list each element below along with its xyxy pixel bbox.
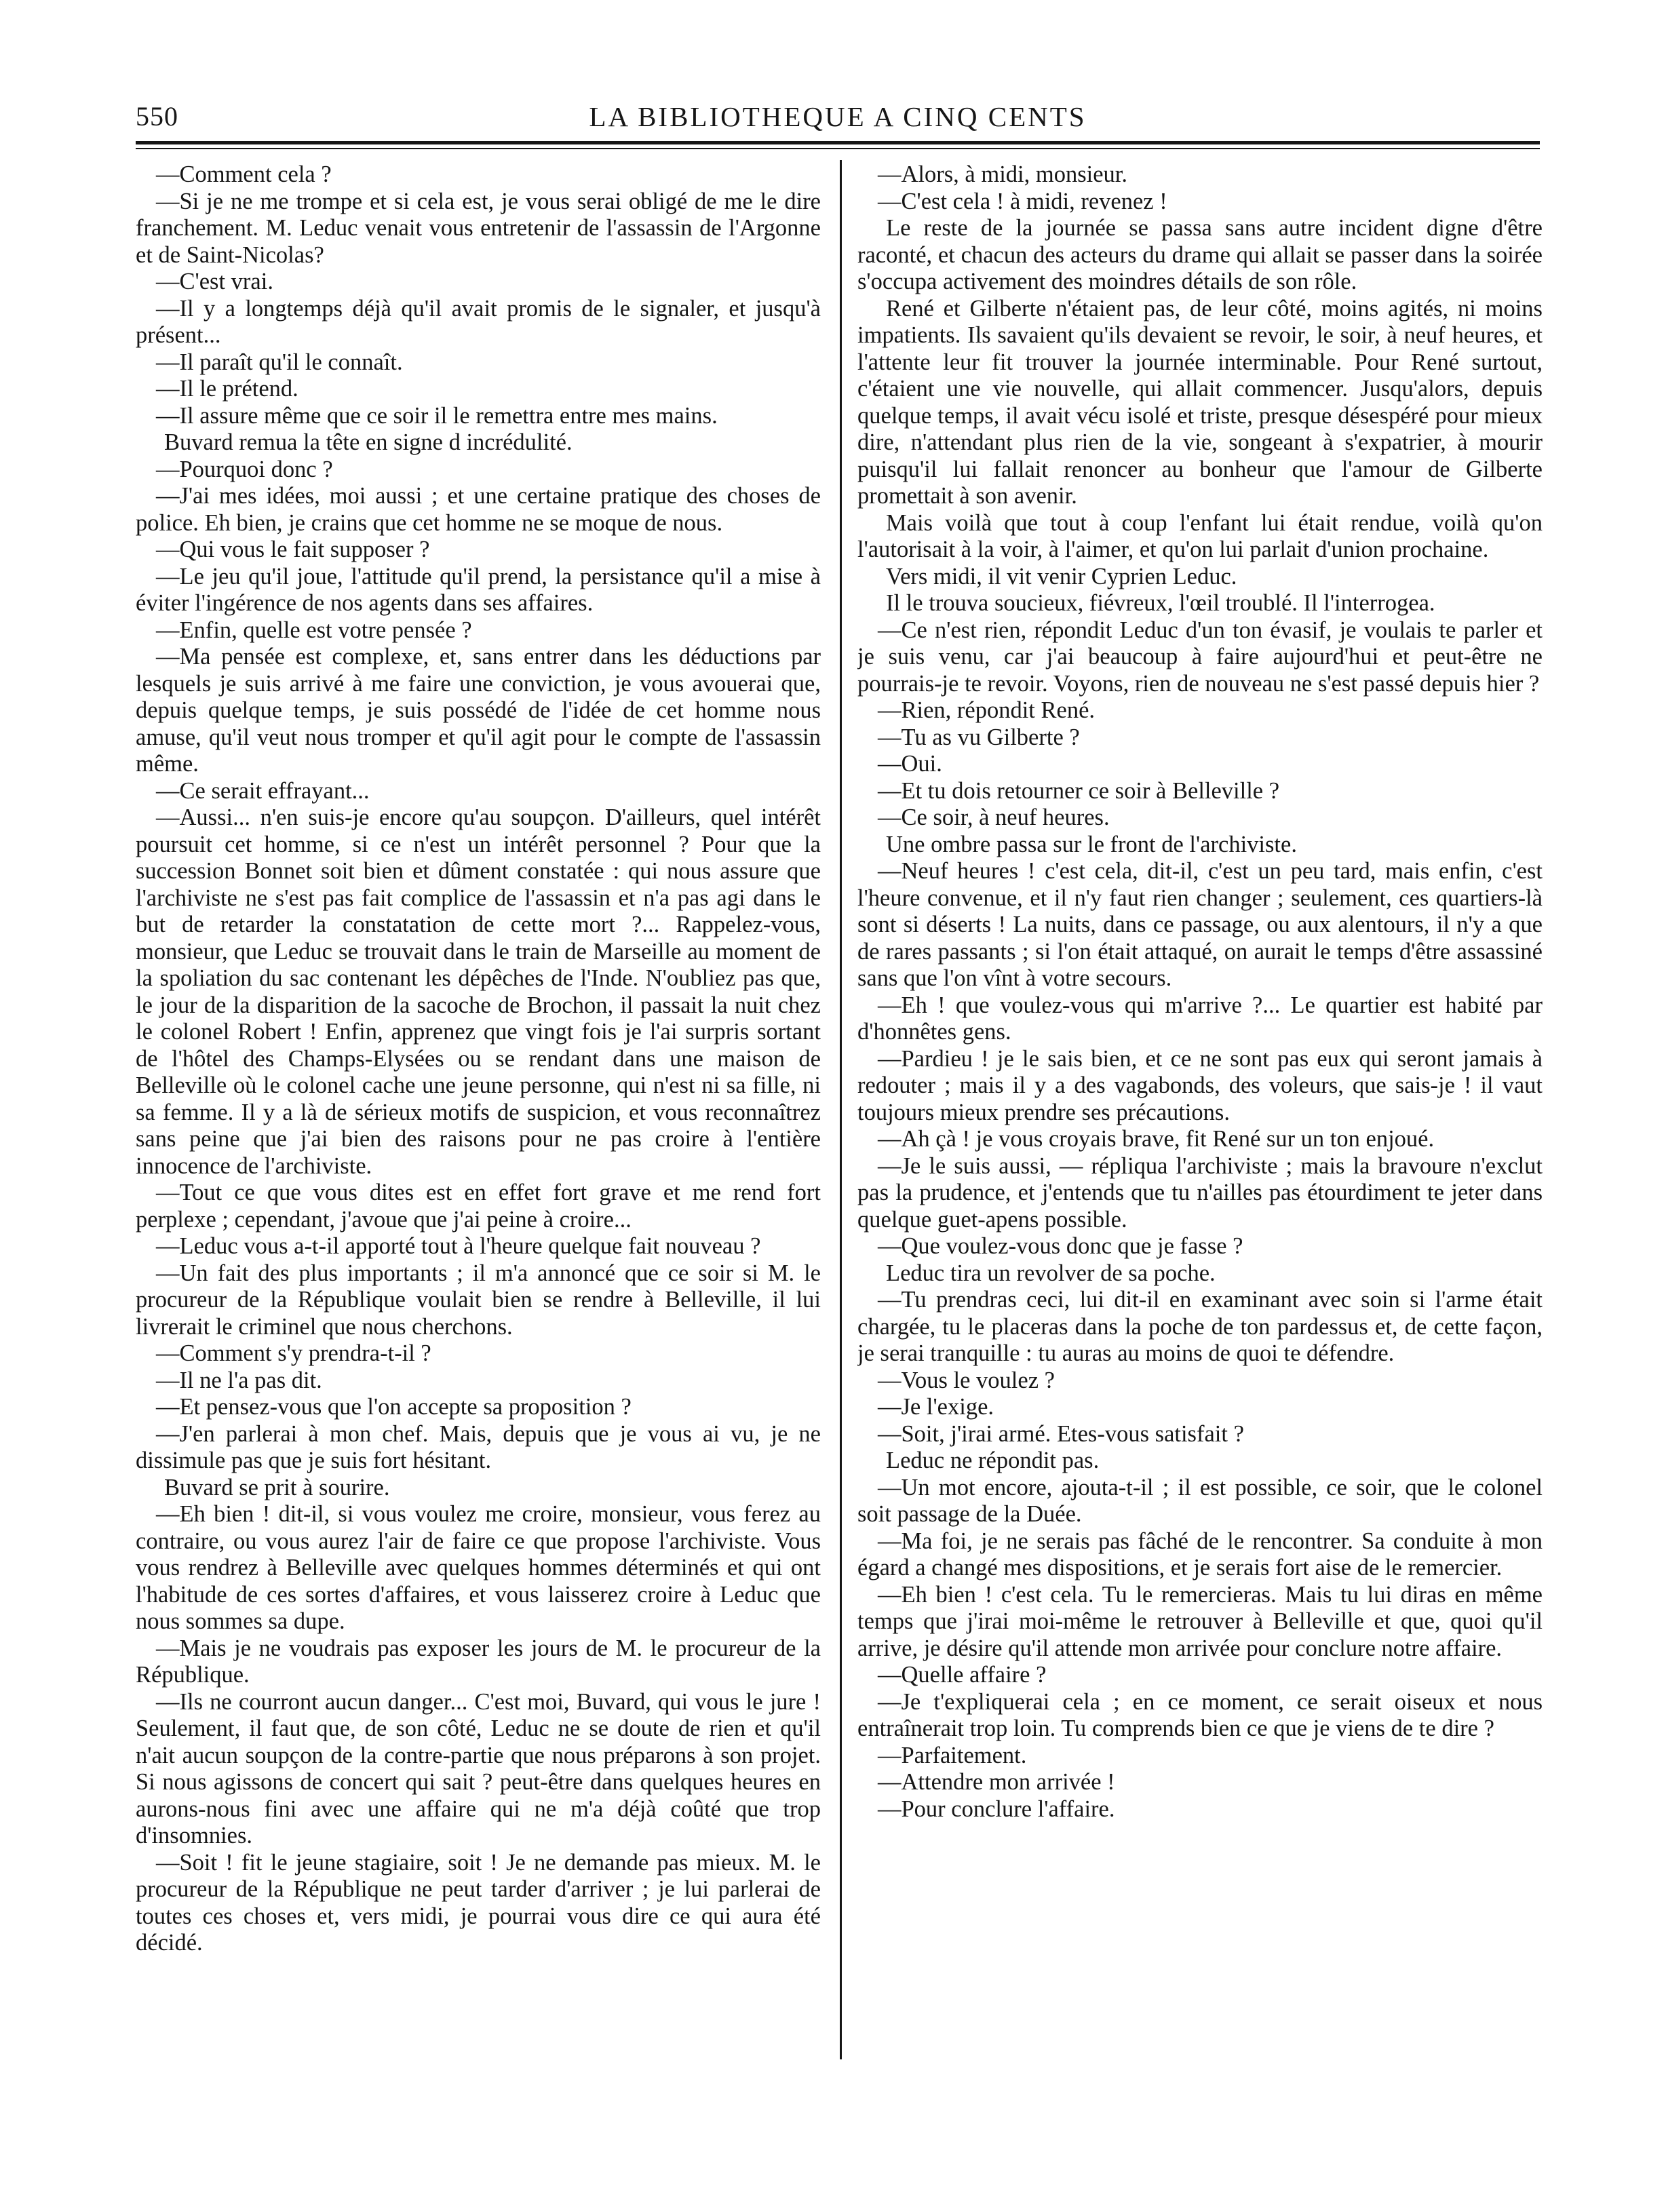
- paragraph: —Eh bien ! c'est cela. Tu le remercieras. Mais tu lui diras en même temps que j'irai moi-même le retrouver à Belleville et que, quoi qu'il arrive, je désire qu'il attende mon arrivée pour conclure notre affaire.: [857, 1581, 1543, 1661]
- paragraph: —Il assure même que ce soir il le remettra entre mes mains.: [156, 402, 718, 429]
- paragraph: —Ce serait effrayant...: [156, 777, 370, 804]
- left-column: [136, 161, 821, 2183]
- column-divider: [840, 160, 842, 2059]
- paragraph: —Ce soir, à neuf heures.: [878, 804, 1110, 830]
- paragraph: Mais voilà que tout à coup l'enfant lui était rendue, voilà qu'on l'autorisait à la voir, à l'aimer, et qu'on lui parlait d'union prochaine.: [857, 509, 1543, 562]
- paragraph: Il le trouva soucieux, fiévreux, l'œil troublé. Il l'interrogea.: [886, 590, 1435, 616]
- paragraph: —Soit ! fit le jeune stagiaire, soit ! Je ne demande pas mieux. M. le procureur de la République ne peut tarder d'arriver ; je lui parlerai de toutes ces choses et, vers midi, je pourrai vous dire ce qui aura été décidé.: [136, 1849, 821, 1956]
- paragraph: —Attendre mon arrivée !: [878, 1769, 1115, 1795]
- paragraph: —Eh bien ! dit-il, si vous voulez me croire, monsieur, vous ferez au contraire, ou vous aurez l'air de faire ce que propose l'archiviste. Vous vous rendrez à Belleville avec quelques hommes déterminés et qui ont l'habitude de ces sortes d'affaires, et vous laisserez croire à Leduc que nous sommes sa dupe.: [136, 1501, 821, 1634]
- paragraph: —Pardieu ! je le sais bien, et ce ne sont pas eux qui seront jamais à redouter ; mais il y a des vagabonds, des voleurs, que sais-je ! il vaut toujours mieux prendre ses précautions.: [857, 1045, 1543, 1125]
- paragraph: —Comment s'y prendra-t-il ?: [156, 1340, 431, 1366]
- paragraph: —J'ai mes idées, moi aussi ; et une certaine pratique des choses de police. Eh bien, je crains que cet homme ne se moque de nous.: [136, 483, 821, 536]
- page-number: 550: [136, 101, 178, 132]
- paragraph: —Vous le voulez ?: [878, 1367, 1055, 1393]
- paragraph: —Ma pensée est complexe, et, sans entrer dans les déductions par lesquels je suis arrivé à me faire une conviction, je vous avouerai que, depuis quelque temps, je suis possédé de l'idée de cet homme nous amuse, qu'il veut nous tromper et qu'il agit pour le compte de l'assassin même.: [136, 644, 821, 777]
- paragraph: —Tout ce que vous dites est en effet fort grave et me rend fort perplexe ; cependant, j'avoue que j'ai peine à croire...: [136, 1180, 821, 1233]
- paragraph: —Et pensez-vous que l'on accepte sa proposition ?: [156, 1394, 632, 1420]
- paragraph: —Pourquoi donc ?: [156, 456, 333, 482]
- paragraph: —Il ne l'a pas dit.: [156, 1367, 322, 1393]
- paragraph: —Tu as vu Gilberte ?: [878, 724, 1080, 750]
- paragraph: —Alors, à midi, monsieur.: [878, 161, 1127, 187]
- paragraph: —Parfaitement.: [878, 1742, 1027, 1768]
- paragraph: —Tu prendras ceci, lui dit-il en examinant avec soin si l'arme était chargée, tu le placeras dans la poche de ton pardessus et, de cette façon, je serai tranquille : tu auras au moins de quoi te défendre.: [857, 1287, 1543, 1366]
- header-rule-thin: [136, 148, 1540, 149]
- paragraph: —Un fait des plus importants ; il m'a annoncé que ce soir si M. le procureur de la République voulait bien se rendre à Belleville, il lui livrerait le criminel que nous cherchons.: [136, 1260, 821, 1340]
- paragraph: Buvard se prit à sourire.: [164, 1474, 390, 1500]
- paragraph: —Je l'exige.: [878, 1394, 994, 1420]
- paragraph: —Pour conclure l'affaire.: [878, 1796, 1115, 1822]
- paragraph: —Mais je ne voudrais pas exposer les jours de M. le procureur de la République.: [136, 1635, 821, 1688]
- paragraph: —J'en parlerai à mon chef. Mais, depuis que je vous ai vu, je ne dissimule pas que je suis fort hésitant.: [136, 1420, 821, 1473]
- paragraph: —Soit, j'irai armé. Etes-vous satisfait ?: [878, 1420, 1244, 1447]
- paragraph: —Qui vous le fait supposer ?: [156, 537, 430, 562]
- paragraph: Leduc tira un revolver de sa poche.: [886, 1260, 1216, 1286]
- paragraph: Une ombre passa sur le front de l'archiviste.: [886, 831, 1297, 857]
- paragraph: —Ah çà ! je vous croyais brave, fit René sur un ton enjoué.: [878, 1126, 1435, 1152]
- paragraph: —Je le suis aussi, — répliqua l'archiviste ; mais la bravoure n'exclut pas la prudence, et j'entends que tu n'ailles pas étourdiment te jeter dans quelque guet-apens possible.: [857, 1152, 1543, 1233]
- paragraph: —Le jeu qu'il joue, l'attitude qu'il prend, la persistance qu'il a mise à éviter l'ingérence de nos agents dans ses affaires.: [136, 563, 821, 616]
- paragraph: —Enfin, quelle est votre pensée ?: [156, 617, 472, 643]
- running-title: LA BIBLIOTHEQUE A CINQ CENTS: [589, 101, 1087, 132]
- paragraph: Buvard remua la tête en signe d incrédulité.: [164, 429, 573, 455]
- paragraph: —Il y a longtemps déjà qu'il avait promis de le signaler, et jusqu'à présent...: [136, 295, 821, 348]
- paragraph: —Il paraît qu'il le connaît.: [156, 349, 403, 375]
- paragraph: Vers midi, il vit venir Cyprien Leduc.: [886, 563, 1237, 589]
- paragraph: —Leduc vous a-t-il apporté tout à l'heure quelque fait nouveau ?: [156, 1233, 761, 1259]
- paragraph: —Oui.: [878, 751, 942, 777]
- paragraph: —Et tu dois retourner ce soir à Belleville ?: [878, 777, 1280, 804]
- header-rule: [136, 141, 1540, 144]
- paragraph: —Ce n'est rien, répondit Leduc d'un ton évasif, je voulais te parler et je suis venu, car j'ai beaucoup à faire aujourd'hui et peut-être ne pourrais-je te revoir. Voyons, rien de nouveau ne s'est passé depuis hier ?: [857, 617, 1543, 697]
- paragraph: —C'est cela ! à midi, revenez !: [878, 188, 1167, 214]
- paragraph: —Neuf heures ! c'est cela, dit-il, c'est un peu tard, mais enfin, c'est l'heure convenue, et il n'y faut rien changer ; seulement, ces quartiers-là sont si déserts ! La nuits, dans ce passage, ou aux alentours, il n'y a que de rares passants ; si l'on était attaqué, on aurait le temps d'être assassiné sans que l'on vînt à votre secours.: [857, 858, 1543, 991]
- paragraph: —Eh ! que voulez-vous qui m'arrive ?... Le quartier est habité par d'honnêtes gens.: [857, 992, 1543, 1045]
- paragraph: Le reste de la journée se passa sans autre incident digne d'être raconté, et chacun des acteurs du drame qui allait se passer dans la soirée s'occupa activement des moindres détails de son rôle.: [857, 215, 1543, 294]
- paragraph: —Si je ne me trompe et si cela est, je vous serai obligé de me le dire franchement. M. Leduc venait vous entretenir de l'assassin de l'Argonne et de Saint-Nicolas?: [136, 188, 821, 268]
- paragraph: —Comment cela ?: [156, 161, 332, 187]
- paragraph: —Que voulez-vous donc que je fasse ?: [878, 1233, 1243, 1259]
- paragraph: —Quelle affaire ?: [878, 1662, 1047, 1688]
- paragraph: —Je t'expliquerai cela ; en ce moment, ce serait oiseux et nous entraînerait trop loin. Tu comprends bien ce que je viens de te dire ?: [857, 1688, 1543, 1741]
- page-header: [136, 100, 1540, 141]
- paragraph: —Il le prétend.: [156, 376, 298, 402]
- paragraph: —C'est vrai.: [156, 269, 273, 294]
- paragraph: —Un mot encore, ajouta-t-il ; il est possible, ce soir, que le colonel soit passage de la Duée.: [857, 1474, 1543, 1527]
- paragraph: —Aussi... n'en suis-je encore qu'au soupçon. D'ailleurs, quel intérêt poursuit cet homme, si ce n'est un intérêt personnel ? Pour que la succession Bonnet soit bien et dûment constatée : qui nous assure que l'archiviste ne s'est pas fait complice de l'assassin et n'a pas agi dans le but de retarder la constatation de cette mort ?... Rappelez-vous, monsieur, que Leduc se trouvait dans le train de Marseille au moment de la spoliation du sac contenant les dépêches de l'Inde. N'oubliez pas que, le jour de la disparition de la sacoche de Brochon, il passait la nuit chez le colonel Robert ! Enfin, apprenez que vingt fois je l'ai surpris sortant de l'hôtel des Champs-Elysées ou se rendant dans une maison de Belleville où le colonel cache une jeune personne, qui n'est ni sa fille, ni sa femme. Il y a là de sérieux motifs de suspicion, et vous reconnaîtrez sans peine que j'ai bien des raisons pour ne pas croire à l'entière innocence de l'archiviste.: [136, 804, 821, 1179]
- paragraph: Leduc ne répondit pas.: [886, 1448, 1100, 1473]
- paragraph: —Ma foi, je ne serais pas fâché de le rencontrer. Sa conduite à mon égard a changé mes dispositions, et je serais fort aise de le remercier.: [857, 1528, 1543, 1580]
- paragraph: —Ils ne courront aucun danger... C'est moi, Buvard, qui vous le jure ! Seulement, il faut que, de son côté, Leduc ne se doute de rien et qu'il n'ait aucun soupçon de la contre-partie que nous préparons à son projet. Si nous agissons de concert qui sait ? peut-être dans quelques heures en aurons-nous fini avec une affaire qui ne m'a déjà coûté que trop d'insomnies.: [136, 1688, 821, 1848]
- right-column: [857, 161, 1543, 2183]
- paragraph: René et Gilberte n'étaient pas, de leur côté, moins agités, ni moins impatients. Ils savaient qu'ils devaient se revoir, le soir, à neuf heures, et l'attente leur fit trouver la journée interminable. Pour René surtout, c'étaient une vie nouvelle, qui allait commencer. Jusqu'alors, depuis quelque temps, il avait vécu isolé et triste, presque désespéré pour mieux dire, n'attendant plus rien de la vie, songeant à s'expatrier, à mourir puisqu'il lui fallait renoncer au bonheur que l'amour de Gilberte promettait à son avenir.: [857, 295, 1543, 509]
- paragraph: —Rien, répondit René.: [878, 697, 1096, 723]
